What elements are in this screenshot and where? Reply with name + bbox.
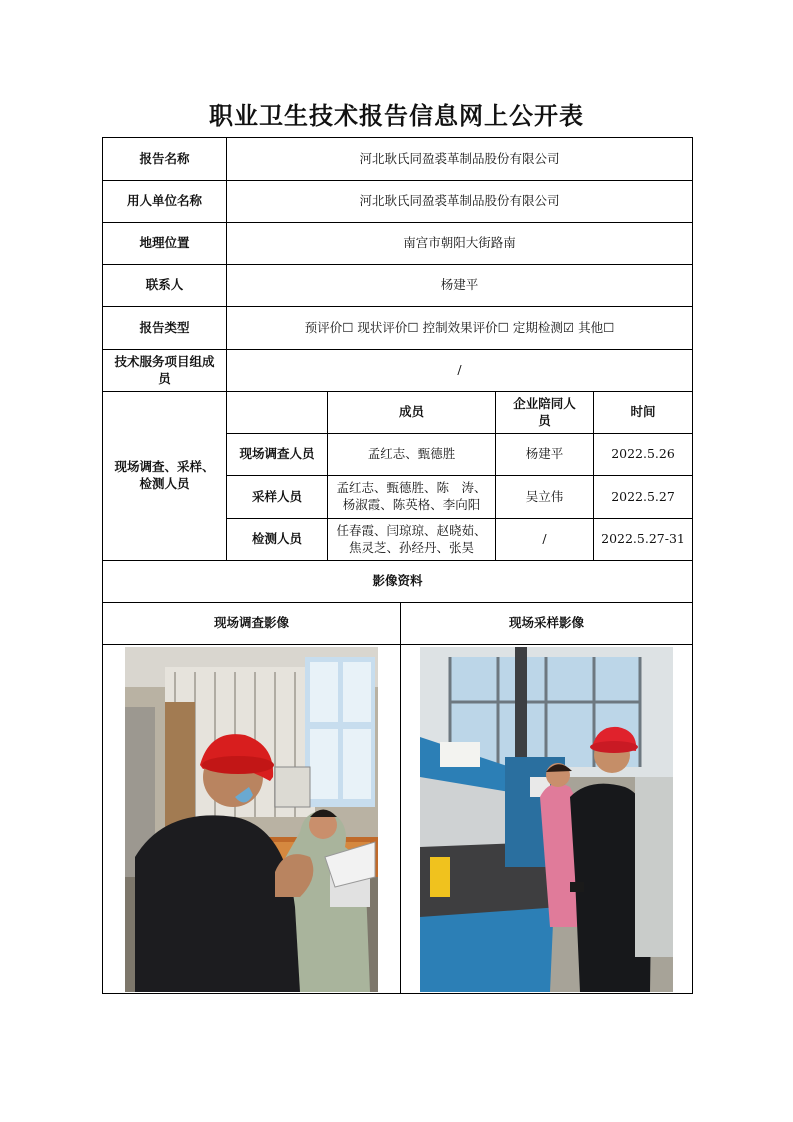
employer-value: 河北耿氏同盈裘革制品股份有限公司 — [227, 181, 693, 223]
images-section-row — [103, 561, 693, 603]
option-status-evaluation: 现状评价☐ — [357, 319, 419, 335]
checkbox-icon: ☐ — [407, 319, 419, 335]
escort-header: 企业陪同人员 — [496, 392, 594, 434]
location-value: 南宫市朝阳大街路南 — [227, 223, 693, 265]
report-name-label: 报告名称 — [103, 138, 227, 181]
checkbox-icon: ☐ — [342, 319, 354, 335]
personnel-role: 采样人员 — [227, 476, 328, 519]
option-pre-evaluation: 预评价☐ — [304, 319, 354, 335]
members-header: 成员 — [328, 392, 496, 434]
images-header-row — [103, 603, 693, 645]
row-report-name — [103, 138, 693, 181]
sampling-photo — [420, 647, 673, 992]
employer-label: 用人单位名称 — [103, 181, 227, 223]
time-header: 时间 — [594, 392, 693, 434]
survey-photo-cell — [103, 645, 401, 994]
personnel-escort: / — [496, 519, 594, 561]
survey-image-label: 现场调查影像 — [103, 603, 401, 645]
location-label: 地理位置 — [103, 223, 227, 265]
personnel-role: 现场调查人员 — [227, 434, 328, 476]
team-value: / — [227, 350, 693, 392]
personnel-time: 2022.5.26 — [594, 434, 693, 476]
personnel-role-header — [227, 392, 328, 434]
option-periodic-testing: 定期检测☑ — [512, 319, 575, 335]
row-report-type — [103, 307, 693, 350]
personnel-members: 孟红志、甄德胜、陈 涛、杨淑霞、陈英格、李向阳 — [328, 476, 496, 519]
checkbox-icon: ☐ — [603, 319, 615, 335]
images-section-label: 影像资料 — [103, 561, 693, 603]
row-employer — [103, 181, 693, 223]
contact-value: 杨建平 — [227, 265, 693, 307]
sampling-image-label: 现场采样影像 — [401, 603, 693, 645]
images-row — [103, 645, 693, 994]
team-label: 技术服务项目组成员 — [103, 350, 227, 392]
option-other: 其他☐ — [578, 319, 615, 335]
page-title: 职业卫生技术报告信息网上公开表 — [209, 101, 584, 130]
personnel-role: 检测人员 — [227, 519, 328, 561]
report-name-value: 河北耿氏同盈裘革制品股份有限公司 — [227, 138, 693, 181]
personnel-escort: 吴立伟 — [496, 476, 594, 519]
checkbox-icon: ☐ — [497, 319, 509, 335]
checked-checkbox-icon: ☑ — [562, 319, 575, 335]
personnel-time: 2022.5.27-31 — [594, 519, 693, 561]
row-location — [103, 223, 693, 265]
personnel-members: 任春霞、闫琼琼、赵晓茹、焦灵芝、孙经丹、张昊 — [328, 519, 496, 561]
report-type-options — [227, 307, 693, 350]
option-control-effect-evaluation: 控制效果评价☐ — [422, 319, 509, 335]
personnel-members: 孟红志、甄德胜 — [328, 434, 496, 476]
survey-photo — [125, 647, 378, 992]
disclosure-table — [102, 137, 693, 994]
row-team — [103, 350, 693, 392]
personnel-header-row — [103, 392, 693, 434]
sampling-photo-cell — [401, 645, 693, 994]
row-contact — [103, 265, 693, 307]
report-type-label: 报告类型 — [103, 307, 227, 350]
personnel-group-label: 现场调查、采样、检测人员 — [103, 392, 227, 561]
personnel-time: 2022.5.27 — [594, 476, 693, 519]
contact-label: 联系人 — [103, 265, 227, 307]
personnel-escort: 杨建平 — [496, 434, 594, 476]
